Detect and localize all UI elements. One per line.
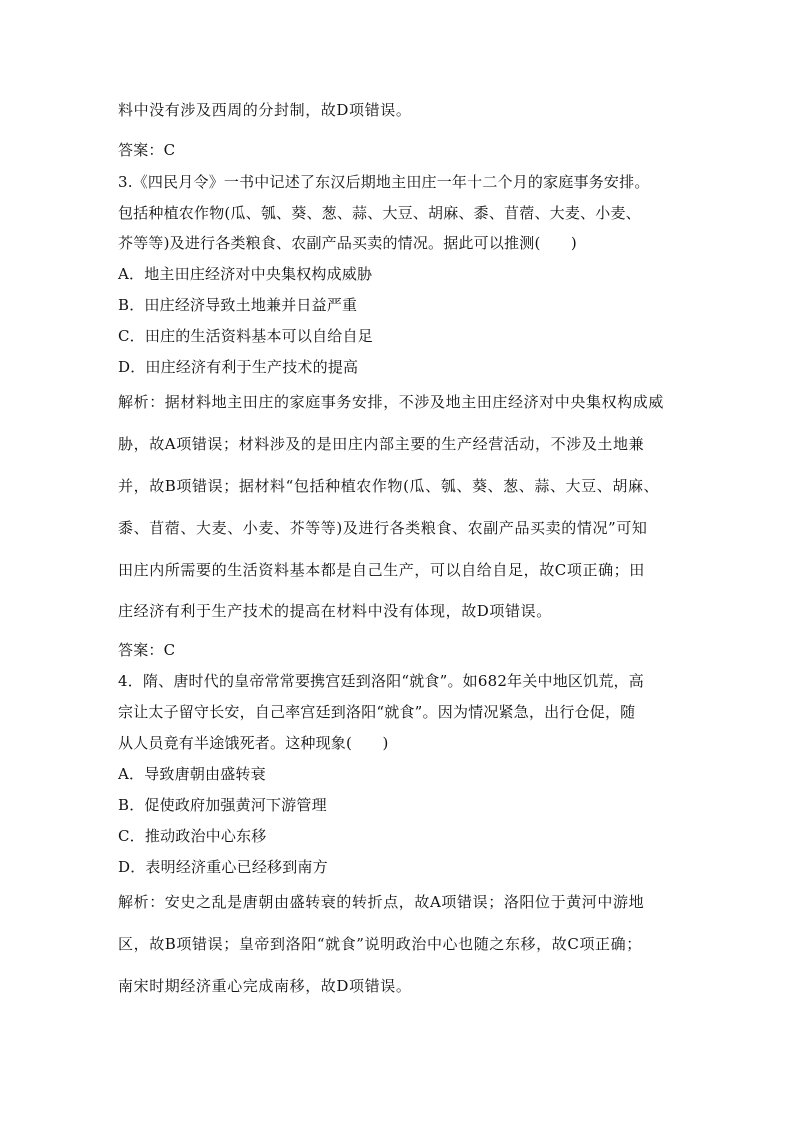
question-3-option-b: B．田庄经济导致土地兼并日益严重 xyxy=(118,296,358,314)
question-4-stem-line-1: 4．隋、唐时代的皇帝常常要携宫廷到洛阳“就食”。如682年关中地区饥荒，高 xyxy=(118,672,644,690)
answer-line: 答案：C xyxy=(118,141,176,159)
question-4-analysis-line-1: 解析：安史之乱是唐朝由盛转衰的转折点，故A项错误；洛阳位于黄河中游地 xyxy=(118,893,645,911)
question-3-analysis-line-1: 解析：据材料地主田庄的家庭事务安排，不涉及地主田庄经济对中央集权构成威 xyxy=(118,393,665,411)
analysis-continuation-line: 料中没有涉及西周的分封制，故D项错误。 xyxy=(118,101,412,119)
question-3-stem-line-1: 3.《四民月令》一书中记述了东汉后期地主田庄一年十二个月的家庭事务安排。 xyxy=(118,173,650,191)
question-4-option-c: C．推动政治中心东移 xyxy=(118,827,267,845)
question-4-analysis-line-2: 区，故B项错误；皇帝到洛阳“就食”说明政治中心也随之东移，故C项正确； xyxy=(118,935,642,953)
question-3-answer: 答案：C xyxy=(118,641,176,659)
question-3-analysis-line-6: 庄经济有利于生产技术的提高在材料中没有体现，故D项错误。 xyxy=(118,602,552,620)
question-3-option-d: D．田庄经济有利于生产技术的提高 xyxy=(118,358,359,376)
question-3-stem-line-3: 芥等等)及进行各类粮食、农副产品买卖的情况。据此可以推测( ) xyxy=(118,234,577,252)
question-3-stem-line-2: 包括种植农作物(瓜、瓠、葵、葱、蒜、大豆、胡麻、黍、苜蓿、大麦、小麦、 xyxy=(118,204,641,222)
question-4-option-b: B．促使政府加强黄河下游管理 xyxy=(118,796,327,814)
question-3-option-c: C．田庄的生活资料基本可以自给自足 xyxy=(118,327,373,345)
question-3-analysis-line-4: 黍、苜蓿、大麦、小麦、芥等等)及进行各类粮食、农副产品买卖的情况”可知 xyxy=(118,519,648,537)
question-3-analysis-line-5: 田庄内所需要的生活资料基本都是自己生产，可以自给自足，故C项正确；田 xyxy=(118,561,645,579)
question-4-stem-line-3: 从人员竟有半途饿死者。这种现象( ) xyxy=(118,734,389,752)
question-3-analysis-line-3: 并，故B项错误；据材料“包括种植农作物(瓜、瓠、葵、葱、蒜、大豆、胡麻、 xyxy=(118,477,660,495)
question-4-analysis-line-3: 南宋时期经济重心完成南移，故D项错误。 xyxy=(118,977,412,995)
question-4-option-d: D．表明经济重心已经移到南方 xyxy=(118,858,328,876)
question-4-stem-line-2: 宗让太子留守长安，自己率宫廷到洛阳“就食”。因为情况紧急，出行仓促，随 xyxy=(118,703,636,721)
question-3-analysis-line-2: 胁，故A项错误；材料涉及的是田庄内部主要的生产经营活动，不涉及土地兼 xyxy=(118,435,645,453)
question-3-option-a: A．地主田庄经济对中央集权构成威胁 xyxy=(118,265,373,283)
question-4-option-a: A．导致唐朝由盛转衰 xyxy=(118,765,266,783)
